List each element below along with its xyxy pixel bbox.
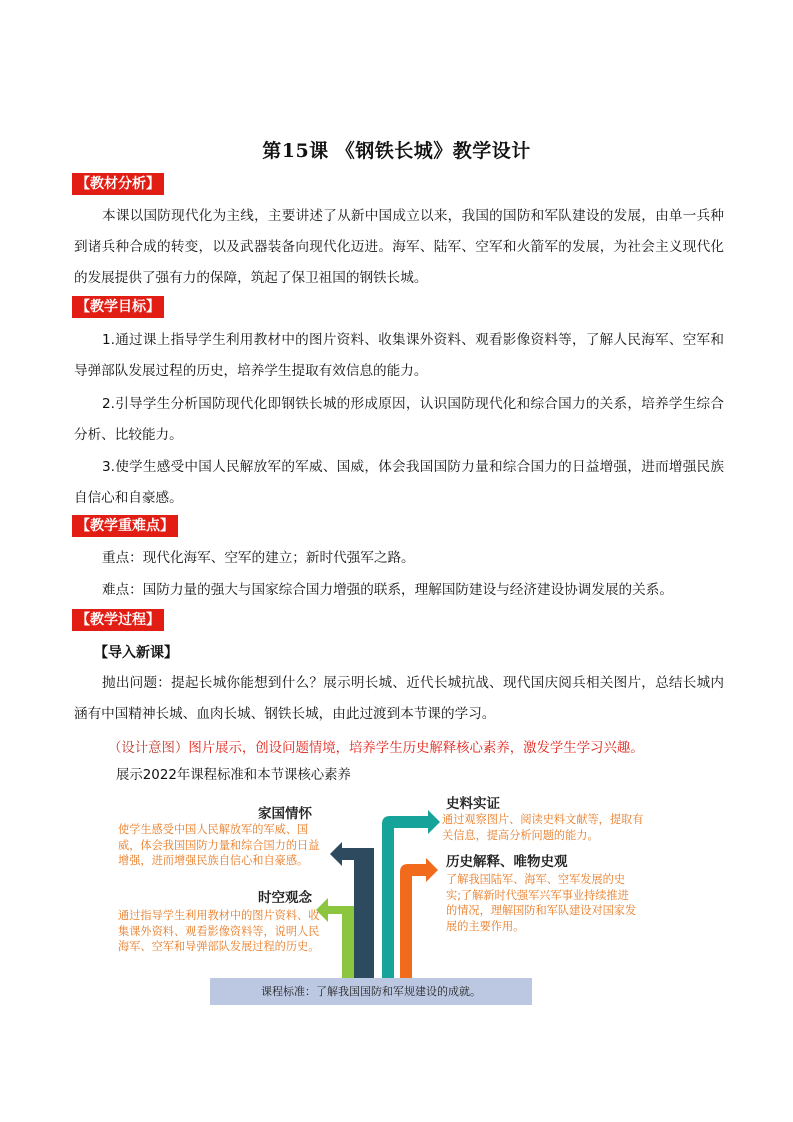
intro-paragraph: 抛出问题：提起长城你能想到什么？展示明长城、近代长城抗战、现代国庆阅兵相关图片，总结长城内涵有中国精神长城、血肉长城、钢铁长城，由此过渡到本节课的学习。 xyxy=(74,675,724,722)
show-standards-line: 展示2022年课程标准和本节课核心素养 xyxy=(116,768,351,783)
key-point: 重点：现代化海军、空军的建立；新时代强军之路。 xyxy=(102,550,415,566)
curriculum-standard-bar: 课程标准：了解我国国防和军规建设的成就。 xyxy=(210,978,532,1005)
head-evidence: 史料实证 xyxy=(446,796,500,812)
goal-item-3: 3.使学生感受中国人民解放军的军威、国威，体会我国国防力量和综合国力的日益增强，进而增强民族自信心和自豪感。 xyxy=(74,459,724,506)
goal-item-2: 2.引导学生分析国防现代化即钢铁长城的形成原因，认识国防现代化和综合国力的关系，培养学生综合分析、比较能力。 xyxy=(74,396,724,443)
design-intent-text: 图片展示，创设问题情境，培养学生历史解释核心素养，激发学生学习兴趣。 xyxy=(188,741,644,756)
section-tag-analysis: 【教材分析】 xyxy=(72,173,164,195)
text-patriotism: 使学生感受中国人民解放军的军威、国威，体会我国国防力量和综合国力的日益增强，进而增强民族自信心和自豪感。 xyxy=(118,823,320,867)
subsection-intro: 【导入新课】 xyxy=(94,645,178,661)
design-intent-label: （设计意图） xyxy=(108,741,189,756)
core-literacy-infographic xyxy=(110,790,670,1010)
goal-item-1: 1.通过课上指导学生利用教材中的图片资料、收集课外资料、观看影像资料等，了解人民海军、空军和导弹部队发展过程的历史，培养学生提取有效信息的能力。 xyxy=(74,332,724,379)
head-patriotism: 家国情怀 xyxy=(258,806,312,822)
section-tag-goals: 【教学目标】 xyxy=(72,296,164,318)
bar-navy xyxy=(358,848,374,978)
head-spacetime: 时空观念 xyxy=(258,890,312,906)
text-interpretation: 了解我国陆军、海军、空军发展的史实;了解新时代强军兴军事业持续推进的情况，理解国防和军队建设对国家发展的主要作用。 xyxy=(446,873,637,933)
page-title: 第15课 《钢铁长城》教学设计 xyxy=(262,140,531,162)
section-tag-process: 【教学过程】 xyxy=(72,609,164,631)
analysis-paragraph: 本课以国防现代化为主线，主要讲述了从新中国成立以来，我国的国防和军队建设的发展，由单一兵种到诸兵种合成的转变，以及武器装备向现代化迈进。海军、陆军、空军和火箭军的发展，为社会主义现代化的发展提供了强有力的保障，筑起了保卫祖国的钢铁长城。 xyxy=(74,208,724,286)
design-intent xyxy=(108,737,644,756)
section-tag-keypoints: 【教学重难点】 xyxy=(72,515,178,537)
arrow-orange xyxy=(400,858,438,978)
text-spacetime: 通过指导学生利用教材中的图片资料、收集课外资料、观看影像资料等，说明人民海军、空军和导弹部队发展过程的历史。 xyxy=(118,909,320,953)
difficult-point: 难点：国防力量的强大与国家综合国力增强的联系，理解国防建设与经济建设协调发展的关系。 xyxy=(102,582,673,598)
head-interpretation: 历史解释、唯物史观 xyxy=(446,854,568,870)
text-evidence: 通过观察图片、阅读史料文献等，提取有关信息，提高分析问题的能力。 xyxy=(442,813,644,842)
